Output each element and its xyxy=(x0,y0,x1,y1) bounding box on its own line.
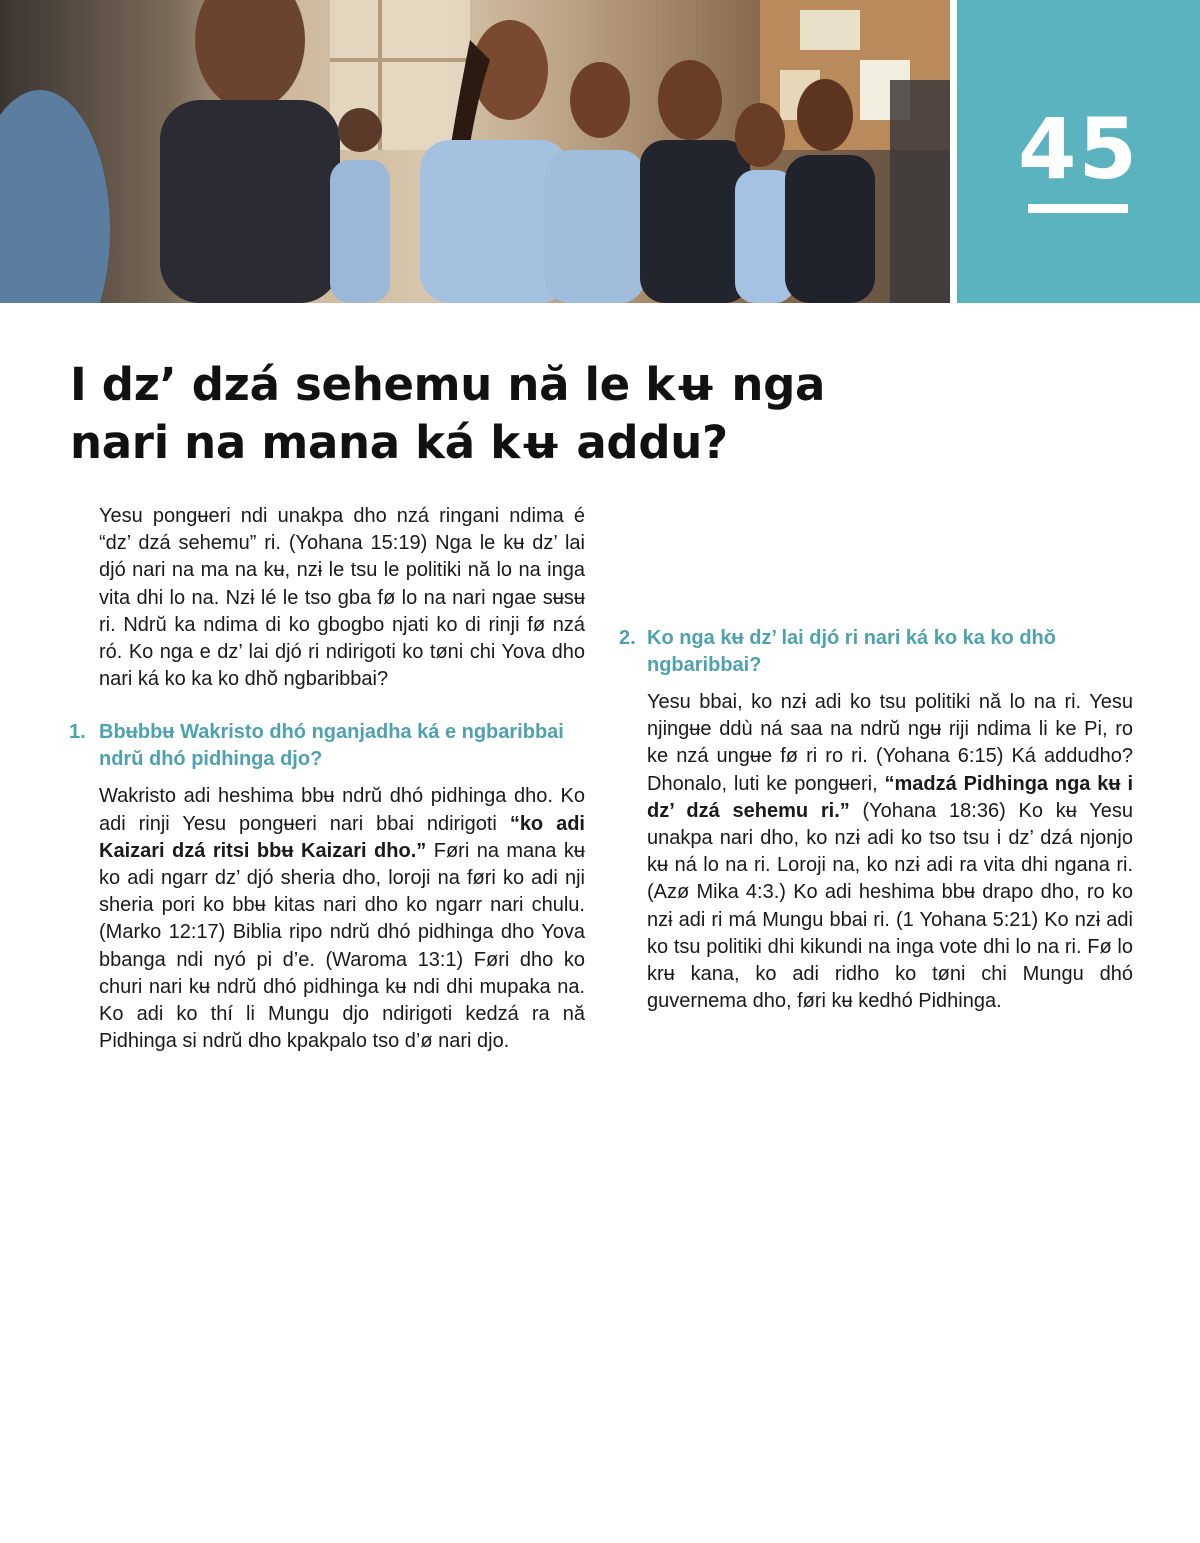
answer-1-paragraph xyxy=(99,783,585,1055)
lesson-number: 45 xyxy=(1018,100,1139,198)
students-pledge-illustration xyxy=(0,0,950,303)
hero-photo xyxy=(0,0,950,303)
answer-2-quote: “madzá Pidhinga nga kʉ i dz’ dzá sehemu ri.” xyxy=(647,772,1133,822)
right-column xyxy=(619,503,1133,1015)
lesson-number-badge xyxy=(957,0,1200,303)
title-line-2: nari na mana ká kʉ addu? xyxy=(70,416,728,469)
answer-1-part-a: Wakristo adi heshima bbʉ ndrŭ dhó pidhinga dho. Ko adi rinji Yesu pongʉeri nari bbai ndirigoti xyxy=(99,785,585,835)
question-2 xyxy=(619,625,1133,679)
lesson-number-underline xyxy=(1028,204,1128,213)
question-1-text: Bbʉbbʉ Wakristo dhó nganjadha ká e ngbaribbai ndrŭ dhó pidhinga djo? xyxy=(99,721,564,771)
answer-1-quote: “ko adi Kaizari dzá ritsi bbʉ Kaizari dho.” xyxy=(99,812,585,862)
answer-2-part-a: Yesu bbai, ko nzɨ adi ko tsu politiki nă lo na ri. Yesu njingʉe ddù ná saa na ndrŭ ngʉ riji ndima li ke Pi, ro ke nzá ungʉe fø ri ro ri. (Yohana 6:15) Ká addudho? Dhonalo, luti ke pongʉeri, xyxy=(647,691,1133,795)
page-title xyxy=(70,356,890,472)
question-2-number: 2. xyxy=(619,627,636,649)
answer-1-part-b: Føri na mana kʉ ko adi ngarr dz’ djó sheria dho, loroji na føri ko adi nji sheria pori ko bbʉ kitas nari dho ko ngarr nari chulu. (Marko 12:17) Biblia ripo ndrŭ dhó pidhinga dho Yova bbanga ndi nyó pi d’e. (Waroma 13:1) Føri dho ko churi nari kʉ ndrŭ dhó pidhinga kʉ ndi dhi mupaka na. Ko adi ko thí li Mungu djo ndirigoti kedzá ra nă Pidhinga si ndrŭ dho kpakpalo tso d’ø nari djo. xyxy=(99,839,585,1053)
question-1-number: 1. xyxy=(69,721,86,744)
question-2-text: Ko nga kʉ dz’ lai djó ri nari ká ko ka ko dhŏ ngbaribbai? xyxy=(647,627,1056,676)
intro-paragraph: Yesu pongʉeri ndi unakpa dho nzá ringani ndima é “dz’ dzá sehemu” ri. (Yohana 15:19) Nga le kʉ dz’ lai djó nari na ma na kʉ, nzɨ le tsu le politiki nă lo na inga vita dhi lo na. Nzɨ lé le tso gba fø lo na nari ngae sʉsʉ ri. Ndrŭ ka ndima di ko gbogbo njati ko di rinji fø nzá ró. Ko nga e dz’ lai djó ri ndirigoti ko tøni chi Yova dho nari ká ko ka ko dhŏ ngbaribbai? xyxy=(99,505,585,691)
question-1 xyxy=(69,719,585,773)
title-line-1: I dz’ dzá sehemu nă le kʉ nga xyxy=(70,358,826,411)
answer-2-paragraph xyxy=(647,689,1133,1015)
answer-2-part-b: (Yohana 18:36) Ko kʉ Yesu unakpa nari dho, ko nzɨ adi ko tso tsu i dz’ dzá njonjo kʉ ná lo na ri. Loroji na, ko nzɨ adi ra vita dhi ngana ri. (Azø Mika 4:3.) Ko adi heshima bbʉ drapo dho, ro ko nzɨ adi ri má Mungu bbai ri. (1 Yohana 5:21) Ko nzɨ adi ko tsu politiki dhi kikundi na inga vote dhi lo na ri. Fø lo krʉ kana, ko adi ridho ko tøni chi Mungu dhó guvernema dho, føri kʉ kedhó Pidhinga. xyxy=(647,799,1133,1013)
left-column xyxy=(69,503,585,1055)
